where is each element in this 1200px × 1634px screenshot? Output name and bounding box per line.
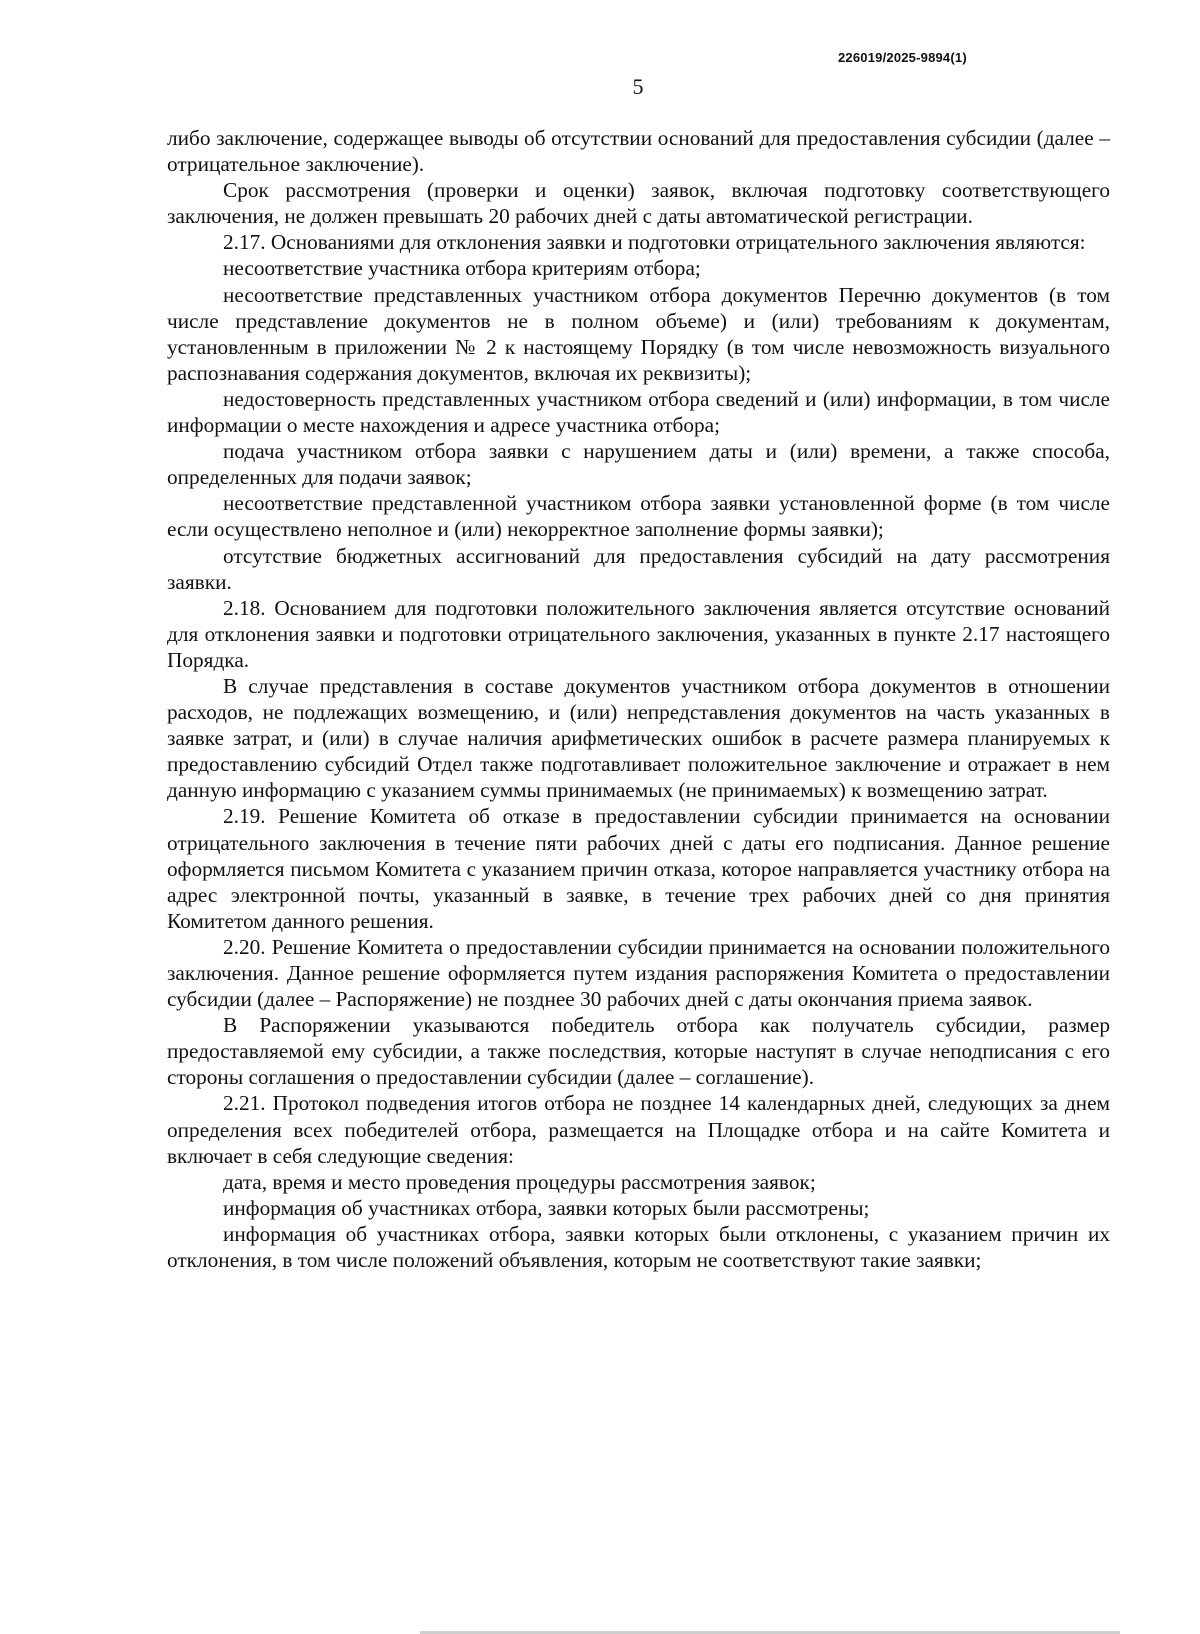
paragraph-order-contents: В Распоряжении указываются победитель отбора как получатель субсидии, размер предоставляемой ему субсидии, а также последствия, которые наступят в случае неподписания с его стороны соглашения о предоставлении субсидии (далее – соглашение). [167, 1013, 1110, 1090]
paragraph-2-18: 2.18. Основанием для подготовки положительного заключения является отсутствие оснований для отклонения заявки и подготовки отрицательного заключения, указанных в пункте 2.17 настоящего Порядка. [167, 595, 1110, 672]
paragraph-2-20: 2.20. Решение Комитета о предоставлении субсидии принимается на основании положительного заключения. Данное решение оформляется путем издания распоряжения Комитета о предоставлении субсидии (далее – Распоряжение) не позднее 30 рабочих дней с даты окончания приема заявок. [167, 934, 1110, 1012]
list-item-rejected-participants: информация об участниках отбора, заявки которых были отклонены, с указанием причин их отклонения, в том числе положений объявления, которым не соответствуют такие заявки; [167, 1221, 1110, 1273]
paragraph-2-17: 2.17. Основаниями для отклонения заявки и подготовки отрицательного заключения являются: [223, 230, 1086, 255]
list-item-reviewed-participants: информация об участниках отбора, заявки которых были рассмотрены; [223, 1195, 870, 1220]
paragraph-2-21: 2.21. Протокол подведения итогов отбора не позднее 14 календарных дней, следующих за днем определения всех победителей отбора, размещается на Площадке отбора и на сайте Комитета и включает в себя следующие сведения: [167, 1091, 1110, 1168]
paragraph-partial-expenses: В случае представления в составе документов участником отбора документов в отношении расходов, не подлежащих возмещению, и (или) непредставления документов на часть указанных в заявке затрат, и (или) в случае наличия арифметических ошибок в расчете размера планируемых к предоставлению субсидий Отдел также подготавливает положительное заключение и отражает в нем данную информацию с указанием суммы принимаемых (не принимаемых) к возмещению затрат. [167, 673, 1110, 803]
document-body [167, 125, 1110, 1273]
paragraph-review-period: Срок рассмотрения (проверки и оценки) заявок, включая подготовку соответствующего заключения, не должен превышать 20 рабочих дней с даты автоматической регистрации. [167, 178, 1110, 229]
page-number: 5 [632, 74, 644, 99]
document-registration-number: 226019/2025-9894(1) [838, 50, 967, 65]
list-item-date-time-place: дата, время и место проведения процедуры рассмотрения заявок; [223, 1169, 816, 1194]
list-item-form-mismatch: несоответствие представленной участником отбора заявки установленной форме (в том числе если осуществлено неполное и (или) некорректное заполнение формы заявки); [167, 491, 1110, 542]
paragraph-2-19: 2.19. Решение Комитета об отказе в предоставлении субсидии принимается на основании отрицательного заключения в течение пяти рабочих дней с даты его подписания. Данное решение оформляется письмом Комитета с указанием причин отказа, которое направляется участнику отбора на адрес электронной почты, указанный в заявке, в течение трех рабочих дней со дня принятия Комитетом данного решения. [167, 804, 1110, 933]
list-item-late-submission: подача участником отбора заявки с нарушением даты и (или) времени, а также способа, определенных для подачи заявок; [167, 439, 1110, 490]
list-item-unreliable-info: недостоверность представленных участником отбора сведений и (или) информации, в том числе информации о месте нахождения и адресе участника отбора; [167, 386, 1110, 438]
list-item-no-budget: отсутствие бюджетных ассигнований для предоставления субсидий на дату рассмотрения заявки. [167, 543, 1110, 594]
paragraph-continuation: либо заключение, содержащее выводы об отсутствии оснований для предоставления субсидии (далее – отрицательное заключение). [167, 126, 1110, 177]
list-item-documents-mismatch: несоответствие представленных участником отбора документов Перечню документов (в том числе представление документов не в полном объеме) и (или) требованиям к документам, установленным в приложении № 2 к настоящему Порядку (в том числе невозможность визуального распознавания содержания документов, включая их реквизиты); [167, 282, 1110, 385]
list-item-criteria-mismatch: несоответствие участника отбора критериям отбора; [223, 256, 701, 281]
